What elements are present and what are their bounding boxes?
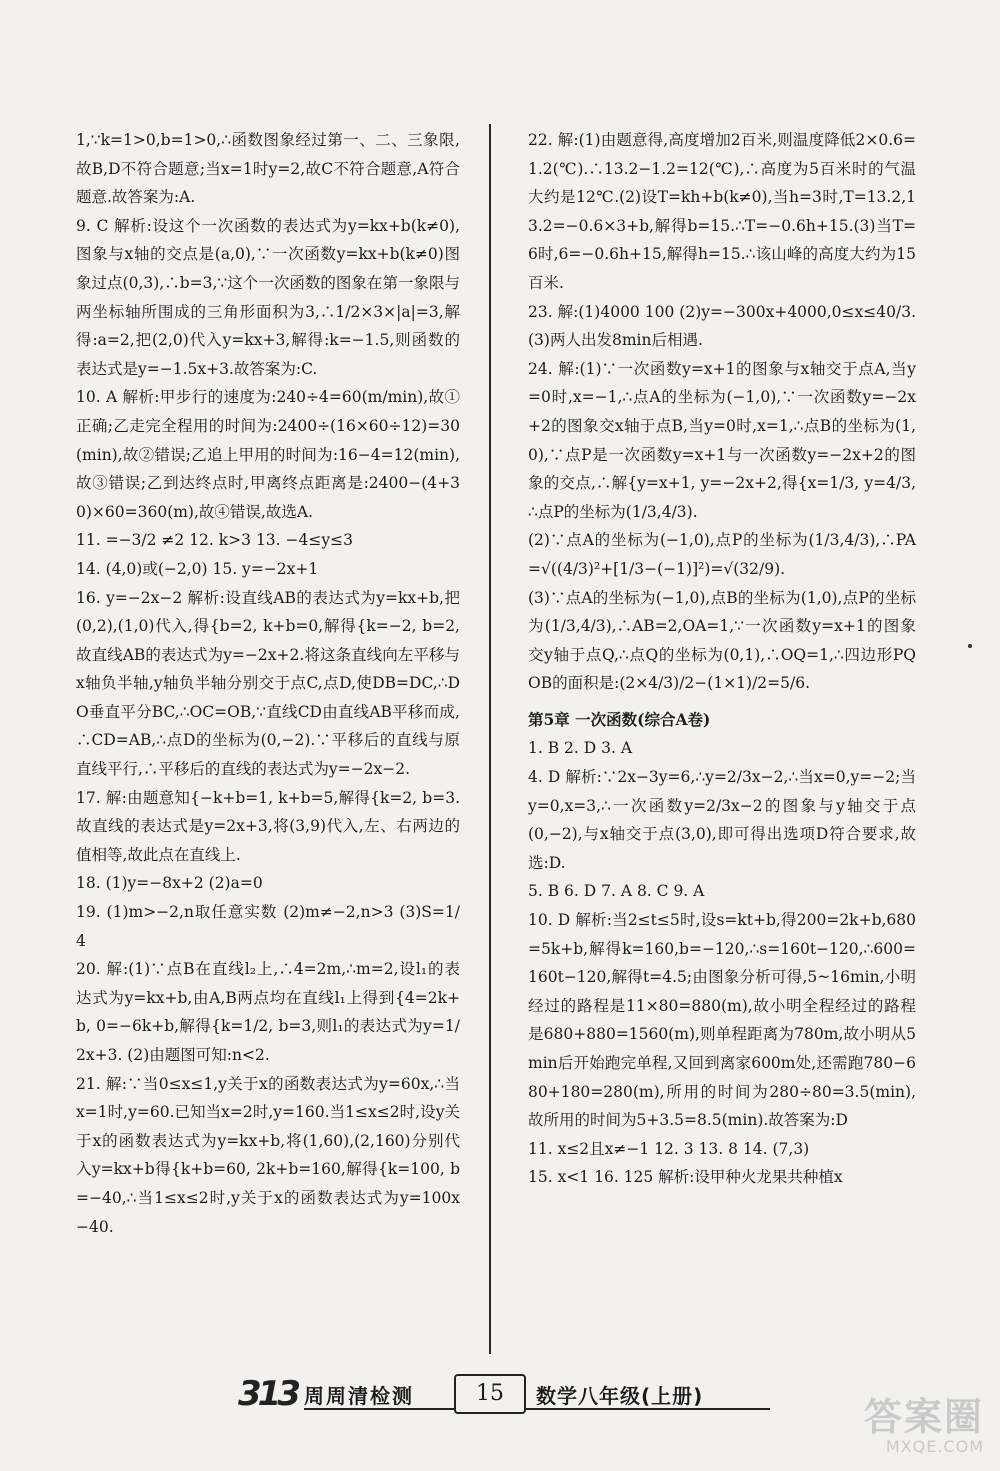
answer-item: 9. C 解析:设这个一次函数的表达式为y=kx+b(k≠0),图象与x轴的交点是(a,0),∵一次函数y=kx+b(k≠0)图象过点(0,3),∴b=3,∵这个一次函数的图象在第一象限与两坐标轴所围成的三角形面积为3,∴1/2×3×|a|=3,解得:a=2,把(2,0)代入y=kx+3,解得:k=−1.5,则函数的表达式是y=−1.5x+3.故答案为:C. — [76, 216, 460, 378]
answer-item: 18. (1)y=−8x+2 (2)a=0 — [76, 874, 263, 893]
answer-item: 17. 解:由题意知{−k+b=1, k+b=5,解得{k=2, b=3.故直线的表达式是y=2x+3,将(3,9)代入,左、右两边的值相等,故此点在直线上. — [76, 788, 460, 864]
margin-dot — [968, 644, 972, 648]
column-divider — [489, 124, 491, 1354]
answer-item: 21. 解:∵当0≤x≤1,y关于x的函数表达式为y=60x,∴当x=1时,y=60.已知当x=2时,y=160.当1≤x≤2时,设y关于x的函数表达式为y=kx+b,将(1,60),(2,160)分别代入y=kx+b得{k+b=60, 2k+b=160,解得{k=100, b=−40,∴当1≤x≤2时,y关于x的函数表达式为y=100x−40. — [76, 1074, 460, 1236]
answer-item: 5. B 6. D 7. A 8. C 9. A — [528, 882, 705, 901]
answer-item: 10. A 解析:甲步行的速度为:240÷4=60(m/min),故①正确;乙走完全程用的时间为:2400÷(16×60÷12)=30(min),故②错误;乙追上甲用的时间为:16−4=12(min),故③错误;乙到达终点时,甲离终点距离是:2400−(4+30)×60=360(m),故④错误,故选A. — [76, 388, 460, 521]
answer-item: 1,∵k=1>0,b=1>0,∴函数图象经过第一、二、三象限,故B,D不符合题意;当x=1时y=2,故C不符合题意,A符合题意.故答案为:A. — [76, 131, 460, 207]
answer-item: 15. x<1 16. 125 解析:设甲种火龙果共种植x — [528, 1168, 843, 1187]
answer-item: 22. 解:(1)由题意得,高度增加2百米,则温度降低2×0.6=1.2(℃).∴13.2−1.2=12(℃),∴高度为5百米时的气温大约是12℃.(2)设T=kh+b(k≠0),当h=3时,T=13.2,13.2=−0.6×3+b,解得b=15.∴T=−0.6h+15.(3)当T=6时,6=−0.6h+15,解得h=15.∴该山峰的高度大约为15百米. — [528, 131, 916, 292]
watermark-url: MXQE.COM — [885, 1437, 984, 1456]
watermark-title: 答案圈 — [863, 1395, 984, 1439]
page-number: 15 — [454, 1374, 526, 1414]
page-footer — [230, 1368, 770, 1420]
answer-item: 10. D 解析:当2≤t≤5时,设s=kt+b,得200=2k+b,680=5k+b,解得k=160,b=−120,∴s=160t−120,∴600=160t−120,解得t=4.5;由图象分析可得,5~16min,小明经过的路程是11×80=880(m),故小明全程经过的路程是680+880=1560(m),则单程距离为780m,故小明从5min后开始跑完单程,又回到离家600m处,还需跑780−680+180=280(m),所用的时间为280÷80=3.5(min),故所用的时间为5+3.5=8.5(min).故答案为:D — [528, 911, 916, 1130]
answer-item: 14. (4,0)或(−2,0) 15. y=−2x+1 — [76, 559, 319, 578]
right-column — [528, 126, 916, 1192]
answer-item: 20. 解:(1)∵点B在直线l₂上,∴4=2m,∴m=2,设l₁的表达式为y=kx+b,由A,B两点均在直线l₁上得到{4=2k+b, 0=−6k+b,解得{k=1/2, b=3,则l₁的表达式为y=1/2x+3. (2)由题图可知:n<2. — [76, 960, 460, 1064]
answer-item: 11. x≤2且x≠−1 12. 3 13. 8 14. (7,3) — [528, 1139, 810, 1158]
answer-item: 19. (1)m>−2,n取任意实数 (2)m≠−2,n>3 (3)S=1/4 — [76, 903, 460, 950]
answer-item: 16. y=−2x−2 解析:设直线AB的表达式为y=kx+b,把(0,2),(1,0)代入,得{b=2, k+b=0,解得{k=−2, b=2,故直线AB的表达式为y=−2x+2.将这条直线向左平移与x轴负半轴,y轴负半轴分别交于点C,点D,使DB=DC,∴DO垂直平分BC,∴OC=OB,∵直线CD由直线AB平移而成,∴CD=AB,∴点D的坐标为(0,−2).∵平移后的直线与原直线平行,∴平移后的直线的表达式为y=−2x−2. — [76, 588, 460, 779]
left-column — [76, 126, 460, 1241]
answer-item: 4. D 解析:∵2x−3y=6,∴y=2/3x−2,∴当x=0,y=−2;当y=0,x=3,∴一次函数y=2/3x−2的图象与y轴交于点(0,−2),与x轴交于点(3,0),即可得出选项D符合要求,故选:D. — [528, 768, 916, 872]
answer-item: (2)∵点A的坐标为(−1,0),点P的坐标为(1/3,4/3),∴PA=√((4/3)²+[1/3−(−1)]²)=√(32/9). — [528, 531, 916, 578]
answer-item: 1. B 2. D 3. A — [528, 739, 633, 758]
answer-item: 11. =−3/2 ≠2 12. k>3 13. −4≤y≤3 — [76, 531, 353, 550]
answer-item: 23. 解:(1)4000 100 (2)y=−300x+4000,0≤x≤40/3. (3)两人出发8min后相遇. — [528, 302, 916, 350]
subject-label: 数学八年级(上册) — [536, 1384, 704, 1408]
brand-logo: 313 — [238, 1374, 297, 1414]
site-watermark — [834, 1397, 984, 1461]
answer-item: (3)∵点A的坐标为(−1,0),点B的坐标为(1,0),点P的坐标为(1/3,4/3),∴AB=2,OA=1,∵一次函数y=x+1的图象交y轴于点Q,∴点Q的坐标为(0,1),∴OQ=1,∴四边形PQOB的面积是:(2×4/3)/2−(1×1)/2=5/6. — [528, 588, 916, 693]
answer-item: 24. 解:(1)∵一次函数y=x+1的图象与x轴交于点A,当y=0时,x=−1,∴点A的坐标为(−1,0),∵一次函数y=−2x+2的图象交x轴于点B,当y=0时,x=1,∴点B的坐标为(1,0),∵点P是一次函数y=x+1与一次函数y=−2x+2的图象的交点,∴解{y=x+1, y=−2x+2,得{x=1/3, y=4/3,∴点P的坐标为(1/3,4/3). — [528, 359, 916, 521]
brand-name: 周周清检测 — [304, 1384, 414, 1408]
section-title: 第5章 一次函数(综合A卷) — [528, 709, 711, 729]
